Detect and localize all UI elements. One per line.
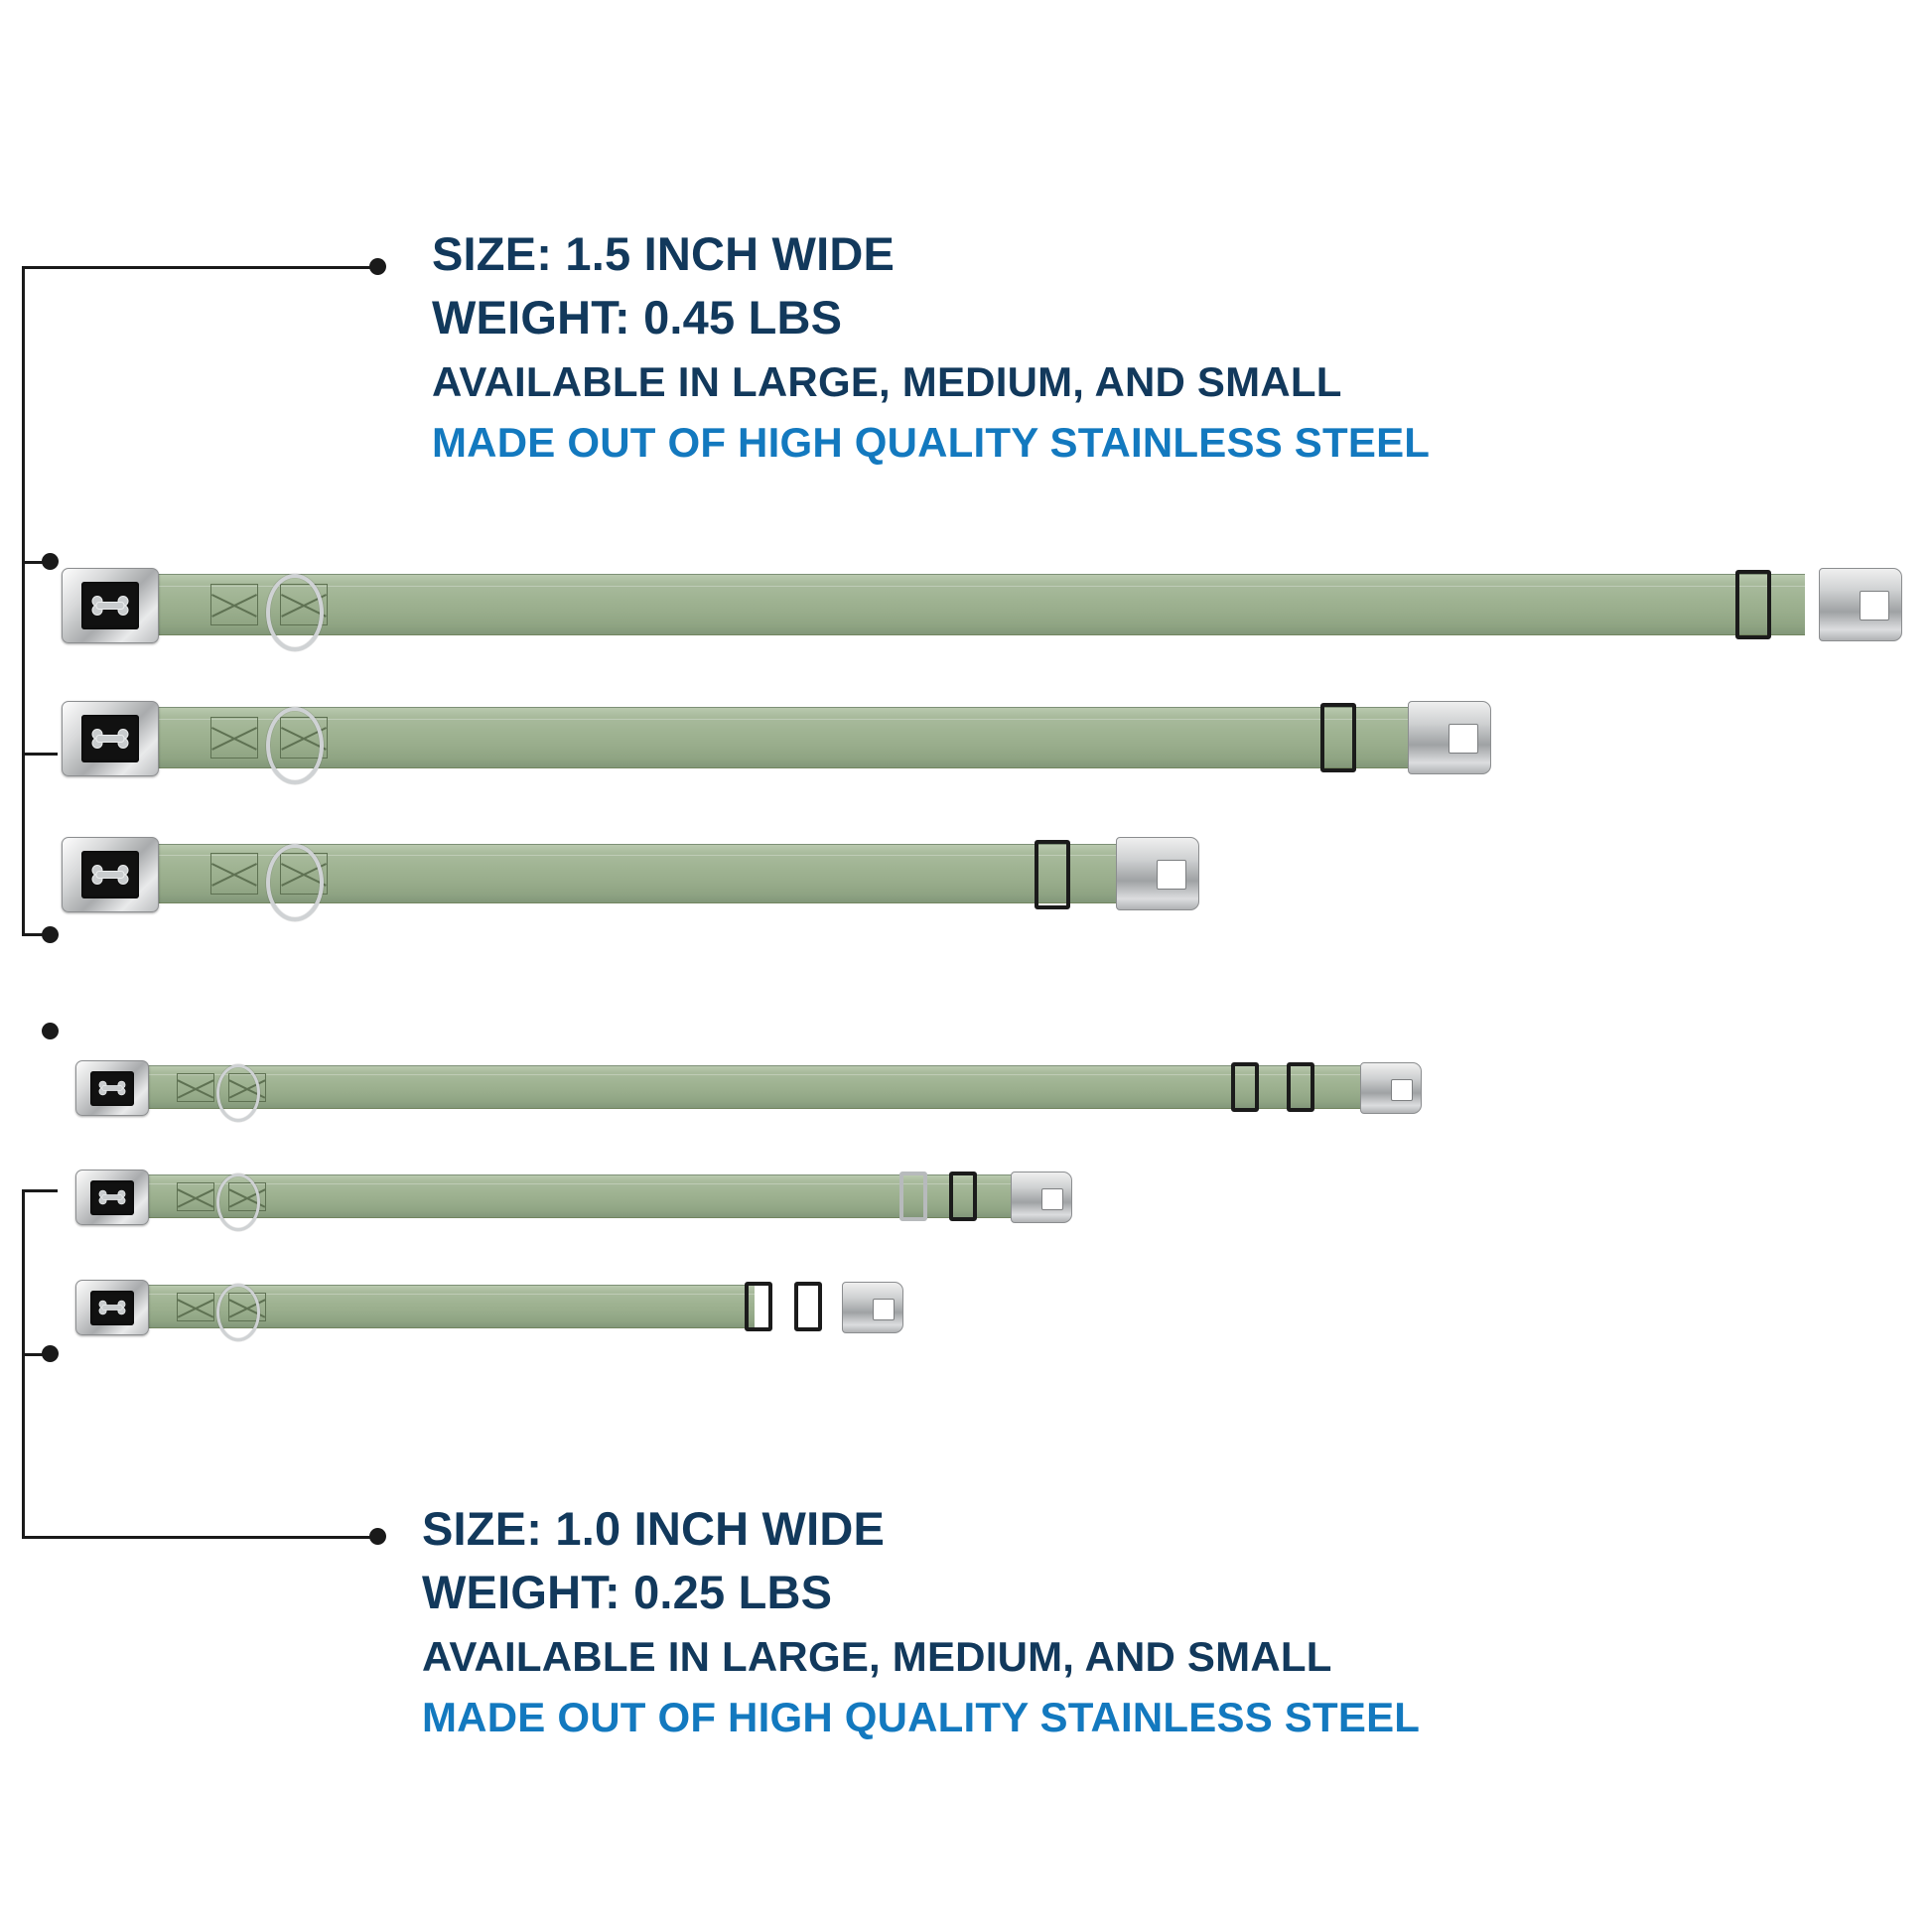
collar-wide-small-slider xyxy=(1035,840,1070,909)
collar-narrow-medium-buckle-face xyxy=(90,1180,134,1215)
collar-wide-small-buckle xyxy=(62,837,159,912)
collar-narrow-small-buckle-face xyxy=(90,1291,134,1325)
bone-icon xyxy=(97,1300,127,1315)
spec-block-wide xyxy=(432,226,1430,468)
collar-narrow-large-slider-2 xyxy=(1287,1062,1314,1112)
collar-wide-large-tongue-hole xyxy=(1860,591,1889,621)
collar-wide-small-tongue-hole xyxy=(1157,860,1186,890)
spec-narrow-availability: AVAILABLE IN LARGE, MEDIUM, AND SMALL xyxy=(422,1632,1332,1680)
leader-narrow-branch-medium xyxy=(22,1189,58,1192)
collar-narrow-medium-d-ring xyxy=(216,1173,260,1231)
bone-icon xyxy=(90,864,130,886)
collar-narrow-large-tongue xyxy=(1360,1062,1422,1114)
collar-wide-small-buckle-face xyxy=(81,851,139,898)
collar-wide-large-slider xyxy=(1735,570,1771,639)
collar-narrow-medium-stitch-1 xyxy=(177,1182,214,1211)
collar-narrow-large-slider-1 xyxy=(1231,1062,1259,1112)
leader-wide-branch-small xyxy=(22,933,58,936)
leader-wide-top-horizontal xyxy=(22,266,377,269)
collar-wide-large-tongue xyxy=(1819,568,1902,641)
spec-wide-availability: AVAILABLE IN LARGE, MEDIUM, AND SMALL xyxy=(432,357,1342,405)
leader-narrow-branch-small xyxy=(22,1353,58,1356)
collar-wide-large-buckle xyxy=(62,568,159,643)
collar-wide-medium-buckle-face xyxy=(81,715,139,762)
collar-wide-large-d-ring xyxy=(266,574,324,651)
collar-wide-small-stitch-1 xyxy=(210,853,258,895)
collar-wide-medium-tongue-hole xyxy=(1449,724,1478,754)
collar-wide-large-webbing xyxy=(127,574,1805,635)
collar-narrow-medium-slider-1 xyxy=(899,1172,927,1221)
spec-wide-material: MADE OUT OF HIGH QUALITY STAINLESS STEEL xyxy=(432,419,1431,467)
collar-narrow-small-slider-2 xyxy=(794,1282,822,1331)
collar-wide-medium-buckle xyxy=(62,701,159,776)
collar-narrow-medium-tongue xyxy=(1011,1172,1072,1223)
collar-narrow-large-stitch-1 xyxy=(177,1073,214,1102)
bone-icon xyxy=(97,1189,127,1205)
spec-block-narrow xyxy=(422,1501,1420,1742)
leader-narrow-dot-large xyxy=(42,1023,59,1039)
bone-icon xyxy=(90,728,130,750)
collar-narrow-large-buckle xyxy=(75,1060,149,1116)
spec-narrow-weight: WEIGHT: 0.25 LBS xyxy=(422,1566,833,1619)
collar-narrow-small-slider-1 xyxy=(745,1282,772,1331)
leader-wide-vertical-lower xyxy=(22,753,25,935)
collar-wide-medium-slider xyxy=(1320,703,1356,772)
bone-icon xyxy=(97,1080,127,1096)
collar-wide-medium-stitch-1 xyxy=(210,717,258,759)
collar-wide-small-d-ring xyxy=(266,844,324,921)
collar-narrow-large-buckle-face xyxy=(90,1071,134,1106)
collar-narrow-large-d-ring xyxy=(216,1064,260,1122)
leader-wide-vertical xyxy=(22,266,25,755)
collar-wide-large-stitch-1 xyxy=(210,584,258,625)
collar-narrow-small-tongue xyxy=(842,1282,903,1333)
leader-wide-dot-text xyxy=(369,258,386,275)
leader-narrow-bottom-horizontal xyxy=(22,1536,377,1539)
spec-narrow-material: MADE OUT OF HIGH QUALITY STAINLESS STEEL xyxy=(422,1694,1421,1741)
collar-narrow-large-tongue-hole xyxy=(1391,1079,1413,1101)
collar-narrow-small-tongue-hole xyxy=(873,1299,895,1320)
collar-narrow-small-webbing xyxy=(119,1285,755,1328)
collar-narrow-large-webbing xyxy=(119,1065,1360,1109)
collar-narrow-medium-slider-2 xyxy=(949,1172,977,1221)
collar-narrow-small-stitch-1 xyxy=(177,1293,214,1321)
leader-wide-dot-large xyxy=(42,553,59,570)
collar-narrow-small-buckle xyxy=(75,1280,149,1335)
spec-narrow-size: SIZE: 1.0 INCH WIDE xyxy=(422,1502,886,1555)
bone-icon xyxy=(90,595,130,617)
spec-wide-size: SIZE: 1.5 INCH WIDE xyxy=(432,227,896,280)
collar-narrow-small-d-ring xyxy=(216,1284,260,1341)
collar-wide-small-tongue xyxy=(1116,837,1199,910)
collar-wide-medium-tongue xyxy=(1408,701,1491,774)
collar-narrow-medium-buckle xyxy=(75,1170,149,1225)
collar-narrow-medium-tongue-hole xyxy=(1041,1188,1063,1210)
collar-wide-large-buckle-face xyxy=(81,582,139,629)
spec-wide-weight: WEIGHT: 0.45 LBS xyxy=(432,291,843,345)
collar-wide-medium-d-ring xyxy=(266,707,324,784)
leader-narrow-dot-text xyxy=(369,1528,386,1545)
leader-narrow-vertical xyxy=(22,1189,25,1539)
leader-wide-branch-bottom xyxy=(22,753,58,756)
